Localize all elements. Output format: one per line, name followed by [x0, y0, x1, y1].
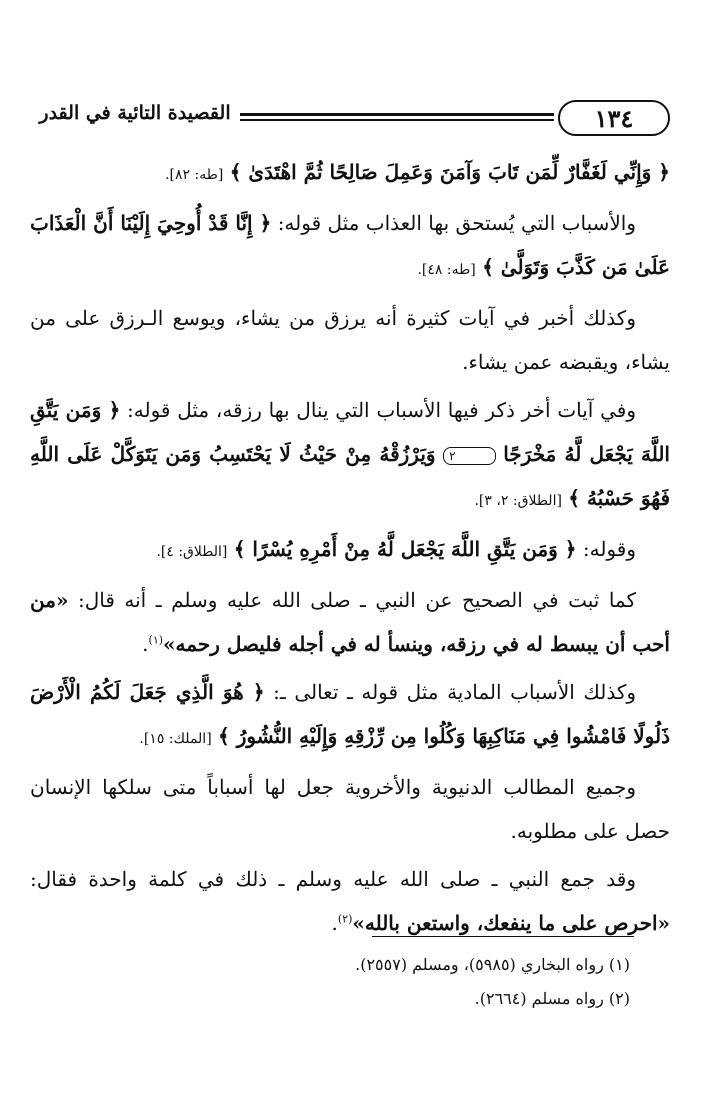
paragraph-5	[30, 527, 670, 574]
paragraph-text: وكذلك الأسباب المادية مثل قوله ـ تعالى ـ:	[273, 680, 636, 704]
footnote-rule	[372, 936, 634, 937]
punctuation: .	[142, 632, 149, 656]
paragraph-text: وقوله:	[582, 537, 636, 561]
hadith-quote: «من أحب أن يبسط له في رزقه، وينسأ له في أجله فليصل رحمه»	[30, 588, 670, 656]
paragraph-text: وفي آيات أخر ذكر فيها الأسباب التي ينال بها رزقه، مثل قوله:	[127, 398, 636, 422]
paragraph-6	[30, 578, 670, 666]
verse-number: ٢	[443, 447, 495, 465]
quran-verse: ﴿ هُوَ الَّذِي جَعَلَ لَكُمُ الْأَرْضَ ذَلُولًا فَامْشُوا فِي مَنَاكِبِهَا وَكُلُوا مِن رِّزْقِهِ وَإِلَيْهِ النُّشُورُ ﴾	[30, 680, 670, 748]
paragraph-9	[30, 857, 670, 945]
paragraph-7	[30, 670, 670, 761]
page-header	[30, 100, 670, 140]
footnote-2: (٢) رواه مسلم (٢٦٦٤).	[474, 989, 630, 1008]
quran-verse: ﴿ وَإِنِّي لَغَفَّارٌ لِّمَن تَابَ وَآمَنَ وَعَمِلَ صَالِحًا ثُمَّ اهْتَدَىٰ ﴾	[229, 160, 670, 184]
quran-verse: ﴿ إِنَّا قَدْ أُوحِيَ إِلَيْنَا أَنَّ الْعَذَابَ عَلَىٰ مَن كَذَّبَ وَتَوَلَّىٰ ﴾	[30, 211, 670, 279]
quran-verse: ﴿ وَمَن يَتَّقِ اللَّهَ يَجْعَل لَّهُ مَخْرَجًا	[30, 398, 670, 466]
footnotes	[30, 948, 630, 1016]
running-title: القصيدة التائية في القدر	[39, 102, 231, 124]
verse-reference: [طه: ٨٢].	[165, 167, 224, 183]
quran-verse: وَيَرْزُقْهُ مِنْ حَيْثُ لَا يَحْتَسِبُ وَمَن يَتَوَكَّلْ عَلَى اللَّهِ فَهُوَ حَسْبُهُ ﴾	[30, 442, 670, 510]
paragraph-text: كما ثبت في الصحيح عن النبي ـ صلى الله عليه وسلم ـ أنه قال:	[77, 588, 637, 612]
verse-reference: [الطلاق: ٢، ٣].	[474, 493, 562, 509]
paragraph-1	[30, 150, 670, 197]
paragraph-2	[30, 201, 670, 292]
footnote-marker: (٢)	[337, 912, 353, 926]
verse-reference: [طه: ٤٨].	[417, 262, 476, 278]
hadith-quote: «احرص على ما ينفعك، واستعن بالله»	[352, 911, 670, 935]
quran-verse: ﴿ وَمَن يَتَّقِ اللَّهَ يَجْعَل لَّهُ مِنْ أَمْرِهِ يُسْرًا ﴾	[233, 537, 577, 561]
paragraph-4	[30, 388, 670, 523]
verse-reference: [الطلاق: ٤].	[156, 544, 228, 560]
page-number: ١٣٤	[558, 100, 670, 136]
footnote-1: (١) رواه البخاري (٥٩٨٥)، ومسلم (٢٥٥٧).	[355, 955, 630, 974]
footnote-marker: (١)	[148, 633, 164, 647]
main-text	[30, 150, 670, 949]
paragraph-text: والأسباب التي يُستحق بها العذاب مثل قوله:	[277, 211, 637, 235]
verse-reference: [الملك: ١٥].	[139, 731, 212, 747]
paragraph-3: وكذلك أخبر في آيات كثيرة أنه يرزق من يشاء، ويوسع الـرزق على من يشاء، ويقبضه عمن يشاء.	[30, 306, 670, 374]
header-rule	[240, 113, 554, 121]
punctuation: .	[331, 911, 338, 935]
paragraph-8: وجميع المطالب الدنيوية والأخروية جعل لها أسباباً متى سلكها الإنسان حصل على مطلوبه.	[30, 775, 670, 843]
paragraph-text: وقد جمع النبي ـ صلى الله عليه وسلم ـ ذلك في كلمة واحدة فقال:	[30, 867, 636, 891]
